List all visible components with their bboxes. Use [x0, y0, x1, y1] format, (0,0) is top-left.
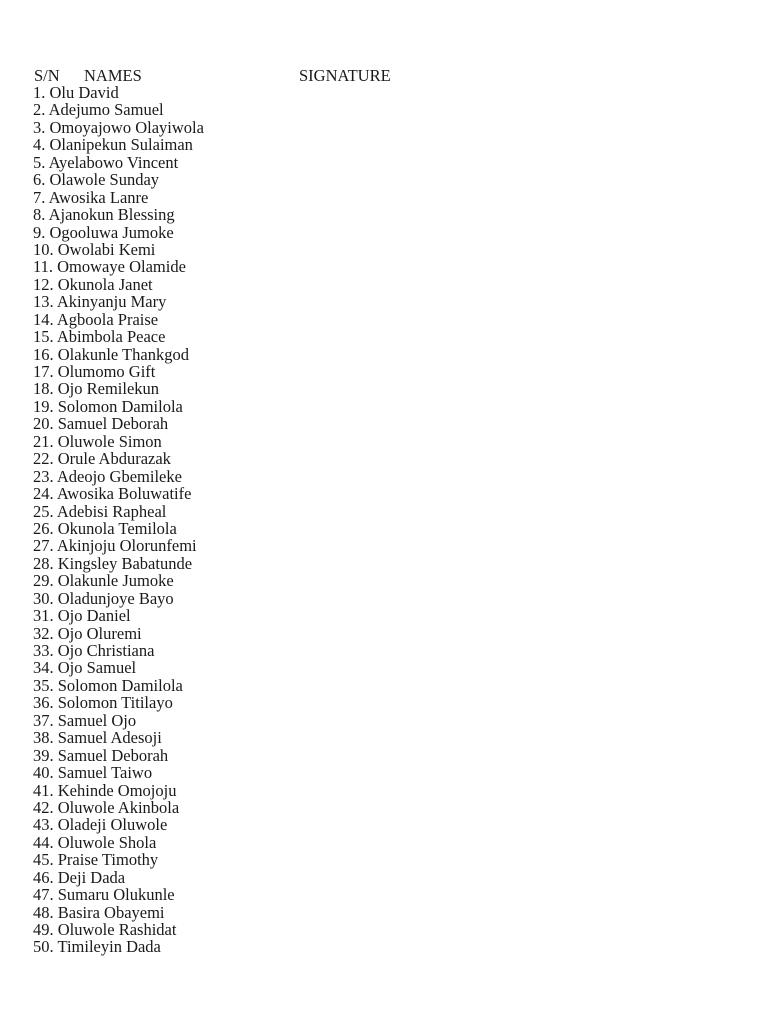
list-item: 26. Okunola Temilola [33, 518, 177, 538]
list-item: 49. Oluwole Rashidat [33, 920, 177, 939]
list-item: 15. Abimbola Peace [33, 327, 166, 347]
list-item: 31. Ojo Daniel [33, 606, 131, 626]
header-names: NAMES [84, 66, 142, 85]
list-item: 23. Adeojo Gbemileke [33, 466, 182, 486]
list-item: 9. Ogooluwa Jumoke [33, 222, 174, 242]
list-item: 13. Akinyanju Mary [33, 292, 167, 312]
list-item: 5. Ayelabowo Vincent [33, 152, 179, 172]
list-item: 25. Adebisi Rapheal [33, 501, 167, 521]
list-item: 33. Ojo Christiana [33, 641, 155, 660]
list-item: 38. Samuel Adesoji [33, 728, 162, 748]
list-item: 44. Oluwole Shola [33, 832, 157, 852]
list-item: 29. Olakunle Jumoke [33, 571, 174, 591]
list-item: 11. Omowaye Olamide [33, 257, 186, 277]
list-item: 12. Okunola Janet [33, 274, 153, 294]
list-item: 7. Awosika Lanre [33, 187, 149, 207]
list-item: 8. Ajanokun Blessing [33, 205, 175, 225]
list-item: 10. Owolabi Kemi [33, 239, 156, 259]
list-item: 50. Timileyin Dada [33, 937, 161, 957]
list-item: 35. Solomon Damilola [33, 675, 183, 695]
list-item: 2. Adejumo Samuel [33, 100, 164, 120]
list-item: 21. Oluwole Simon [33, 431, 162, 451]
list-item: 18. Ojo Remilekun [33, 379, 160, 399]
name-list [33, 84, 204, 956]
list-item: 20. Samuel Deborah [33, 414, 169, 434]
list-item: 1. Olu David [33, 83, 119, 102]
list-item: 32. Ojo Oluremi [33, 623, 142, 643]
list-item: 24. Awosika Boluwatife [33, 484, 192, 504]
list-item: 16. Olakunle Thankgod [33, 344, 189, 364]
list-item: 34. Ojo Samuel [33, 658, 137, 678]
list-item: 3. Omoyajowo Olayiwola [33, 117, 204, 137]
list-item: 37. Samuel Ojo [33, 710, 137, 730]
list-item: 27. Akinjoju Olorunfemi [33, 536, 197, 556]
list-item: 42. Oluwole Akinbola [33, 797, 180, 817]
list-item: 28. Kingsley Babatunde [33, 553, 193, 573]
list-item: 4. Olanipekun Sulaiman [33, 135, 193, 155]
list-item: 41. Kehinde Omojoju [33, 780, 177, 800]
list-item: 14. Agboola Praise [33, 309, 159, 329]
list-item: 47. Sumaru Olukunle [33, 885, 175, 905]
header-signature: SIGNATURE [299, 66, 391, 85]
list-item: 30. Oladunjoye Bayo [33, 588, 174, 608]
list-item: 43. Oladeji Oluwole [33, 815, 168, 835]
list-item: 19. Solomon Damilola [33, 396, 183, 416]
list-item: 40. Samuel Taiwo [33, 763, 153, 783]
list-item: 39. Samuel Deborah [33, 745, 169, 765]
list-item: 22. Orule Abdurazak [33, 449, 171, 469]
list-item: 45. Praise Timothy [33, 850, 159, 870]
list-item: 17. Olumomo Gift [33, 362, 156, 381]
table-header [34, 66, 734, 86]
list-item: 48. Basira Obayemi [33, 902, 165, 922]
list-item: 36. Solomon Titilayo [33, 693, 173, 713]
list-item: 6. Olawole Sunday [33, 170, 160, 190]
header-sn: S/N [34, 66, 60, 85]
list-item: 46. Deji Dada [33, 867, 126, 887]
